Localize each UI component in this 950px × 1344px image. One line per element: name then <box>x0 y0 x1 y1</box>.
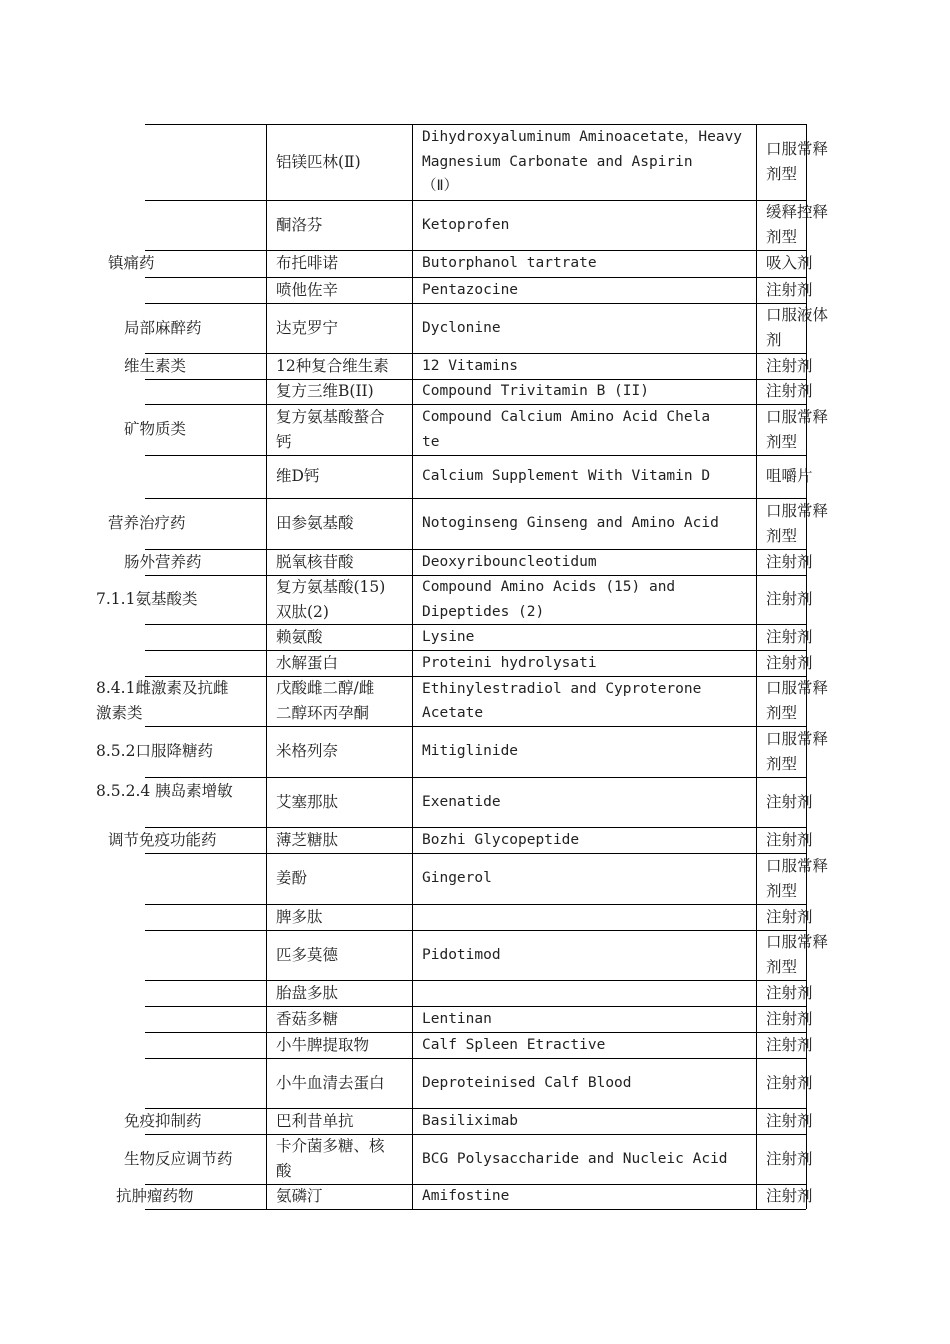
chinese-name-cell <box>268 1006 410 1032</box>
chinese-name-cell <box>268 1184 410 1209</box>
english-name-cell <box>414 853 754 904</box>
chinese-name-cell <box>268 498 410 549</box>
row-divider <box>145 650 806 651</box>
english-name-text: Dyclonine <box>422 319 501 336</box>
dosage-form-text: 咀嚼片 <box>766 467 813 485</box>
dosage-form-text: 注射剂 <box>766 552 813 571</box>
chinese-name-text: 维D钙 <box>276 467 320 485</box>
dosage-form-cell <box>758 124 848 200</box>
english-name-cell <box>414 624 754 650</box>
chinese-name-cell <box>268 726 410 777</box>
english-name-text: Ketoprofen <box>422 216 510 233</box>
category-text: 免疫抑制药 <box>124 1111 202 1130</box>
dosage-form-text: 口服常释 剂型 <box>766 856 829 900</box>
chinese-name-text: 复方氨基酸(15) 双肽(2) <box>276 577 386 621</box>
table-row <box>0 1134 950 1184</box>
chinese-name-cell <box>268 1058 410 1108</box>
english-name-cell <box>414 1006 754 1032</box>
dosage-form-cell <box>758 624 848 650</box>
row-divider <box>145 1058 806 1059</box>
english-name-text: Bozhi Glycopeptide <box>422 831 580 848</box>
chinese-name-cell <box>268 1108 410 1134</box>
table-row <box>0 980 950 1006</box>
table-row <box>0 575 950 624</box>
chinese-name-cell <box>268 379 410 404</box>
column-divider <box>412 124 413 1209</box>
column-divider <box>806 124 807 1209</box>
dosage-form-cell <box>758 277 848 303</box>
dosage-form-cell <box>758 904 848 930</box>
row-divider <box>145 777 806 778</box>
chinese-name-cell <box>268 676 410 726</box>
row-divider <box>145 498 806 499</box>
chinese-name-text: 小牛血清去蛋白 <box>276 1073 385 1092</box>
dosage-form-text: 口服常释 剂型 <box>766 933 829 976</box>
column-divider <box>756 124 757 1209</box>
row-divider <box>145 1209 806 1210</box>
row-divider <box>145 726 806 727</box>
english-name-text: Basiliximab <box>422 1112 519 1129</box>
dosage-form-cell <box>758 650 848 676</box>
row-divider <box>145 549 806 550</box>
row-divider <box>145 1032 806 1033</box>
category-cell <box>92 250 262 277</box>
dosage-form-text: 注射剂 <box>766 1187 813 1205</box>
category-cell <box>92 200 262 250</box>
english-name-text: Lentinan <box>422 1010 492 1027</box>
dosage-form-text: 注射剂 <box>766 356 813 375</box>
category-cell <box>92 853 262 904</box>
table-row <box>0 930 950 980</box>
chinese-name-cell <box>268 827 410 853</box>
english-name-cell <box>414 904 754 930</box>
category-text: 营养治疗药 <box>108 514 186 532</box>
category-cell <box>92 575 262 624</box>
table-row <box>0 1058 950 1108</box>
chinese-name-cell <box>268 124 410 200</box>
category-cell <box>92 353 262 379</box>
dosage-form-cell <box>758 549 848 575</box>
english-name-text: Lysine <box>422 628 475 645</box>
chinese-name-text: 米格列奈 <box>276 742 339 760</box>
english-name-cell <box>414 277 754 303</box>
english-name-text: BCG Polysaccharide and Nucleic Acid <box>422 1150 728 1167</box>
english-name-text: Pidotimod <box>422 946 501 963</box>
chinese-name-cell <box>268 650 410 676</box>
chinese-name-text: 卡介菌多糖、核 酸 <box>276 1137 385 1180</box>
row-divider <box>145 827 806 828</box>
dosage-form-cell <box>758 676 848 726</box>
row-divider <box>145 379 806 380</box>
dosage-form-cell <box>758 498 848 549</box>
english-name-cell <box>414 404 754 455</box>
english-name-cell <box>414 455 754 498</box>
category-cell <box>92 1134 262 1184</box>
english-name-cell <box>414 575 754 624</box>
row-divider <box>145 904 806 905</box>
english-name-text: Butorphanol tartrate <box>422 255 597 272</box>
category-cell <box>92 726 262 777</box>
table-row <box>0 676 950 726</box>
chinese-name-text: 脾多肽 <box>276 907 323 926</box>
table-row <box>0 853 950 904</box>
english-name-cell <box>414 1184 754 1209</box>
chinese-name-cell <box>268 455 410 498</box>
english-name-text: Notoginseng Ginseng and Amino Acid <box>422 515 719 532</box>
chinese-name-text: 姜酚 <box>276 869 308 887</box>
english-name-text: Ethinylestradiol and Cyproterone Acetate <box>422 680 702 721</box>
table-row <box>0 303 950 353</box>
category-text: 局部麻醉药 <box>124 318 202 337</box>
category-cell <box>92 404 262 455</box>
dosage-form-cell <box>758 726 848 777</box>
row-divider <box>145 930 806 931</box>
dosage-form-text: 注射剂 <box>766 653 813 672</box>
table-row <box>0 404 950 455</box>
chinese-name-cell <box>268 549 410 575</box>
table-row <box>0 455 950 498</box>
dosage-form-text: 注射剂 <box>766 1035 813 1054</box>
chinese-name-cell <box>268 575 410 624</box>
category-text: 8.5.2.4 胰岛素增敏 <box>96 782 233 800</box>
dosage-form-cell <box>758 1134 848 1184</box>
dosage-form-text: 吸入剂 <box>766 254 813 272</box>
english-name-text: Compound Trivitamin B (II) <box>422 383 649 400</box>
dosage-form-text: 口服常释 剂型 <box>766 679 829 722</box>
english-name-cell <box>414 930 754 980</box>
dosage-form-cell <box>758 827 848 853</box>
english-name-cell <box>414 1108 754 1134</box>
category-text: 抗肿瘤药物 <box>116 1187 194 1205</box>
english-name-cell <box>414 1058 754 1108</box>
english-name-cell <box>414 726 754 777</box>
english-name-cell <box>414 650 754 676</box>
dosage-form-cell <box>758 250 848 277</box>
category-text: 维生素类 <box>124 356 187 375</box>
chinese-name-text: 酮洛芬 <box>276 215 323 234</box>
category-text: 7.1.1氨基酸类 <box>96 590 198 608</box>
category-cell <box>92 1032 262 1058</box>
category-cell <box>92 498 262 549</box>
chinese-name-cell <box>268 404 410 455</box>
dosage-form-cell <box>758 930 848 980</box>
english-name-text: Gingerol <box>422 870 492 887</box>
english-name-text: 12 Vitamins <box>422 357 519 374</box>
category-cell <box>92 624 262 650</box>
row-divider <box>145 575 806 576</box>
dosage-form-cell <box>758 404 848 455</box>
english-name-cell <box>414 498 754 549</box>
english-name-cell <box>414 1134 754 1184</box>
dosage-form-cell <box>758 1032 848 1058</box>
category-text: 肠外营养药 <box>124 552 202 571</box>
chinese-name-cell <box>268 930 410 980</box>
chinese-name-text: 赖氨酸 <box>276 627 323 646</box>
chinese-name-text: 复方氨基酸螯合 钙 <box>276 407 385 451</box>
category-cell <box>92 676 262 726</box>
row-divider <box>145 404 806 405</box>
row-divider <box>145 980 806 981</box>
category-cell <box>92 777 262 827</box>
english-name-text: Exenatide <box>422 793 501 810</box>
chinese-name-cell <box>268 980 410 1006</box>
chinese-name-text: 艾塞那肽 <box>276 792 339 811</box>
table-row <box>0 650 950 676</box>
english-name-text: Dihydroxyaluminum Aminoacetate，Heavy Magnesium Carbonate and Aspirin （Ⅱ） <box>422 129 743 195</box>
english-name-cell <box>414 379 754 404</box>
row-divider <box>145 853 806 854</box>
dosage-form-text: 注射剂 <box>766 590 813 608</box>
chinese-name-cell <box>268 1134 410 1184</box>
category-cell <box>92 549 262 575</box>
chinese-name-text: 达克罗宁 <box>276 318 339 337</box>
row-divider <box>145 1108 806 1109</box>
english-name-text: Mitiglinide <box>422 743 519 760</box>
row-divider <box>145 1134 806 1135</box>
table-row <box>0 1006 950 1032</box>
dosage-form-cell <box>758 853 848 904</box>
category-cell <box>92 1184 262 1209</box>
english-name-text: Pentazocine <box>422 281 519 298</box>
category-text: 镇痛药 <box>108 254 155 272</box>
row-divider <box>145 277 806 278</box>
english-name-text: Compound Calcium Amino Acid Chela te <box>422 409 711 450</box>
category-cell <box>92 904 262 930</box>
category-text: 生物反应调节药 <box>124 1149 233 1168</box>
dosage-form-cell <box>758 455 848 498</box>
chinese-name-cell <box>268 353 410 379</box>
row-divider <box>145 624 806 625</box>
dosage-form-cell <box>758 777 848 827</box>
english-name-text: Deoxyribouncleotidum <box>422 553 597 570</box>
english-name-cell <box>414 676 754 726</box>
chinese-name-text: 12种复合维生素 <box>276 356 389 375</box>
english-name-cell <box>414 303 754 353</box>
chinese-name-cell <box>268 777 410 827</box>
dosage-form-text: 注射剂 <box>766 1149 813 1168</box>
dosage-form-text: 注射剂 <box>766 280 813 299</box>
english-name-text: Calf Spleen Etractive <box>422 1036 606 1053</box>
dosage-form-text: 注射剂 <box>766 830 813 849</box>
chinese-name-text: 薄芝糖肽 <box>276 830 339 849</box>
category-cell <box>92 455 262 498</box>
chinese-name-cell <box>268 904 410 930</box>
dosage-form-text: 注射剂 <box>766 382 813 400</box>
category-cell <box>92 277 262 303</box>
category-text: 8.5.2口服降糖药 <box>96 742 213 760</box>
chinese-name-text: 喷他佐辛 <box>276 280 339 299</box>
chinese-name-text: 脱氧核苷酸 <box>276 552 354 571</box>
dosage-form-text: 注射剂 <box>766 1009 813 1028</box>
table-row <box>0 624 950 650</box>
chinese-name-text: 田参氨基酸 <box>276 514 354 532</box>
row-divider <box>145 303 806 304</box>
table-row <box>0 726 950 777</box>
english-name-cell <box>414 777 754 827</box>
english-name-cell <box>414 124 754 200</box>
row-divider <box>145 1184 806 1185</box>
dosage-form-cell <box>758 575 848 624</box>
chinese-name-cell <box>268 277 410 303</box>
chinese-name-text: 胎盘多肽 <box>276 983 339 1002</box>
dosage-form-text: 口服常释 剂型 <box>766 729 829 773</box>
category-cell <box>92 124 262 200</box>
chinese-name-cell <box>268 624 410 650</box>
chinese-name-text: 氨磷汀 <box>276 1187 323 1205</box>
row-divider <box>145 124 806 125</box>
dosage-form-cell <box>758 1058 848 1108</box>
category-text: 矿物质类 <box>124 420 187 438</box>
row-divider <box>145 1006 806 1007</box>
category-cell <box>92 303 262 353</box>
english-name-cell <box>414 827 754 853</box>
dosage-form-cell <box>758 980 848 1006</box>
dosage-form-cell <box>758 379 848 404</box>
english-name-text: Deproteinised Calf Blood <box>422 1074 632 1091</box>
chinese-name-cell <box>268 200 410 250</box>
category-cell <box>92 1108 262 1134</box>
table-row <box>0 277 950 303</box>
row-divider <box>145 250 806 251</box>
dosage-form-cell <box>758 353 848 379</box>
dosage-form-text: 注射剂 <box>766 627 813 646</box>
chinese-name-text: 巴利昔单抗 <box>276 1111 354 1130</box>
category-cell <box>92 980 262 1006</box>
column-divider <box>266 124 267 1209</box>
chinese-name-text: 香菇多糖 <box>276 1009 339 1028</box>
english-name-text: Proteini hydrolysati <box>422 654 597 671</box>
dosage-form-text: 口服常释 剂型 <box>766 407 829 451</box>
dosage-form-cell <box>758 1108 848 1134</box>
chinese-name-text: 水解蛋白 <box>276 653 339 672</box>
dosage-form-text: 缓释控释 剂型 <box>766 203 829 246</box>
dosage-form-cell <box>758 1184 848 1209</box>
table-row <box>0 1108 950 1134</box>
dosage-form-cell <box>758 1006 848 1032</box>
table-row <box>0 353 950 379</box>
dosage-form-cell <box>758 200 848 250</box>
english-name-cell <box>414 1032 754 1058</box>
english-name-text: Compound Amino Acids (15) and Dipeptides (2) <box>422 579 676 620</box>
table-row <box>0 124 950 200</box>
table-row <box>0 777 950 827</box>
english-name-cell <box>414 250 754 277</box>
chinese-name-text: 小牛脾提取物 <box>276 1035 370 1054</box>
english-name-text: Calcium Supplement With Vitamin D <box>422 468 711 485</box>
chinese-name-cell <box>268 853 410 904</box>
category-cell <box>92 650 262 676</box>
table-row <box>0 498 950 549</box>
table-row <box>0 250 950 277</box>
dosage-form-cell <box>758 303 848 353</box>
chinese-name-text: 布托啡诺 <box>276 254 339 272</box>
table-row <box>0 1032 950 1058</box>
dosage-form-text: 注射剂 <box>766 907 813 926</box>
category-text: 调节免疫功能药 <box>108 830 217 849</box>
dosage-form-text: 注射剂 <box>766 983 813 1002</box>
table-row <box>0 200 950 250</box>
category-text: 8.4.1雌激素及抗雌 激素类 <box>96 679 229 722</box>
dosage-form-text: 注射剂 <box>766 1073 813 1092</box>
dosage-form-text: 口服常释 剂型 <box>766 501 829 545</box>
chinese-name-cell <box>268 250 410 277</box>
english-name-cell <box>414 549 754 575</box>
table-row <box>0 379 950 404</box>
english-name-text: Amifostine <box>422 1188 510 1205</box>
category-cell <box>92 930 262 980</box>
english-name-cell <box>414 980 754 1006</box>
english-name-cell <box>414 200 754 250</box>
chinese-name-cell <box>268 1032 410 1058</box>
table-row <box>0 904 950 930</box>
table-row <box>0 827 950 853</box>
english-name-cell <box>414 353 754 379</box>
chinese-name-text: 铝镁匹林(Ⅱ) <box>276 152 361 171</box>
table-row <box>0 1184 950 1209</box>
dosage-form-text: 口服常释 剂型 <box>766 140 829 183</box>
row-divider <box>145 676 806 677</box>
category-cell <box>92 827 262 853</box>
chinese-name-text: 匹多莫德 <box>276 945 339 964</box>
dosage-form-text: 注射剂 <box>766 792 813 811</box>
row-divider <box>145 353 806 354</box>
dosage-form-text: 注射剂 <box>766 1111 813 1130</box>
category-cell <box>92 1058 262 1108</box>
table-row <box>0 549 950 575</box>
dosage-form-text: 口服液体 剂 <box>766 306 829 349</box>
row-divider <box>145 200 806 201</box>
chinese-name-text: 戊酸雌二醇/雌 二醇环丙孕酮 <box>276 679 375 722</box>
category-cell <box>92 379 262 404</box>
category-cell <box>92 1006 262 1032</box>
row-divider <box>145 455 806 456</box>
chinese-name-text: 复方三维B(II) <box>276 382 374 400</box>
chinese-name-cell <box>268 303 410 353</box>
